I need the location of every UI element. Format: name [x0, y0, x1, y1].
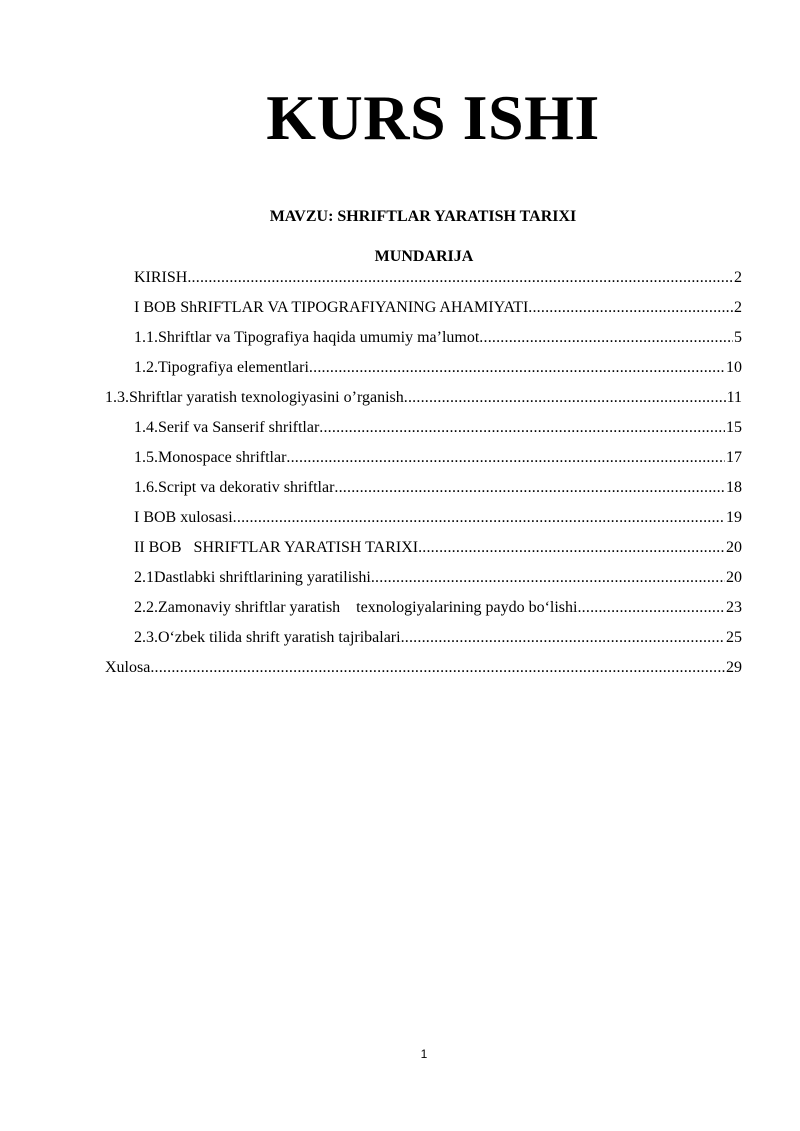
toc-entry-page: 18 — [726, 479, 742, 496]
toc-entry-page: 2 — [734, 299, 742, 316]
toc-entry-label: 1.5.Monospace shriftlar — [134, 449, 287, 466]
toc-entry-label: I BOB ShRIFTLAR VA TIPOGRAFIYANING AHAMIYATI — [134, 299, 529, 316]
toc-entry[interactable] — [105, 386, 742, 410]
dot-leader — [401, 626, 725, 650]
toc-entry[interactable] — [134, 476, 742, 500]
toc-entry[interactable] — [134, 566, 742, 590]
dot-leader — [418, 536, 725, 560]
toc-entry-page: 17 — [726, 449, 742, 466]
toc-entry-label: 1.4.Serif va Sanserif shriftlar — [134, 419, 320, 436]
toc-entry[interactable] — [134, 446, 742, 470]
toc-entry-page: 11 — [726, 389, 742, 406]
toc-entry[interactable] — [134, 416, 742, 440]
toc-entry-page: 20 — [726, 569, 742, 586]
toc-entry-label: 1.2.Tipografiya elementlari — [134, 359, 309, 376]
dot-leader — [286, 446, 725, 470]
toc-entry-label: Xulosa — [105, 659, 151, 676]
toc-entry[interactable] — [134, 356, 742, 380]
toc-entry-page: 10 — [726, 359, 742, 376]
toc-entry[interactable] — [105, 656, 742, 680]
dot-leader — [309, 356, 725, 380]
document-title: KURS ISHI — [266, 82, 600, 153]
toc-entry-label: 2.1Dastlabki shriftlarining yaratilishi — [134, 569, 371, 586]
toc-entry[interactable] — [134, 506, 742, 530]
page-number: 1 — [420, 1047, 428, 1061]
dot-leader — [319, 416, 725, 440]
toc-entry-page: 20 — [726, 539, 742, 556]
dot-leader — [150, 656, 725, 680]
toc-entry-label: 1.6.Script va dekorativ shriftlar — [134, 479, 335, 496]
toc-entry[interactable] — [134, 326, 742, 350]
dot-leader — [577, 596, 725, 620]
dot-leader — [187, 266, 733, 290]
toc-entry-label: II BOB SHRIFTLAR YARATISH TARIXI — [134, 539, 419, 556]
toc-entry-page: 19 — [726, 509, 742, 526]
dot-leader — [528, 296, 733, 320]
toc-entry-page: 2 — [734, 269, 742, 286]
dot-leader — [334, 476, 725, 500]
toc-entry-label: 1.3.Shriftlar yaratish texnologiyasini o’rganish — [105, 389, 404, 406]
toc-entry[interactable] — [134, 296, 742, 320]
toc-entry-label: 1.1.Shriftlar va Tipografiya haqida umumiy ma’lumot — [134, 329, 480, 346]
topic-heading: MAVZU: SHRIFTLAR YARATISH TARIXI — [269, 208, 577, 225]
dot-leader — [371, 566, 725, 590]
toc-entry[interactable] — [134, 266, 742, 290]
toc-entry-label: 2.2.Zamonaviy shriftlar yaratish texnologiyalarining paydo bo‘lishi — [134, 599, 578, 616]
toc-entry-page: 25 — [726, 629, 742, 646]
table-of-contents-heading: MUNDARIJA — [374, 248, 474, 265]
dot-leader — [404, 386, 726, 410]
dot-leader — [233, 506, 725, 530]
toc-entry[interactable] — [134, 536, 742, 560]
toc-entry-page: 29 — [726, 659, 742, 676]
toc-entry-page: 5 — [734, 329, 742, 346]
toc-entry-label: KIRISH — [134, 269, 188, 286]
toc-entry-page: 15 — [726, 419, 742, 436]
toc-entry-label: 2.3.O‘zbek tilida shrift yaratish tajribalari — [134, 629, 401, 646]
dot-leader — [479, 326, 733, 350]
toc-entry[interactable] — [134, 596, 742, 620]
toc-entry[interactable] — [134, 626, 742, 650]
toc-entry-label: I BOB xulosasi — [134, 509, 233, 526]
toc-entry-page: 23 — [726, 599, 742, 616]
